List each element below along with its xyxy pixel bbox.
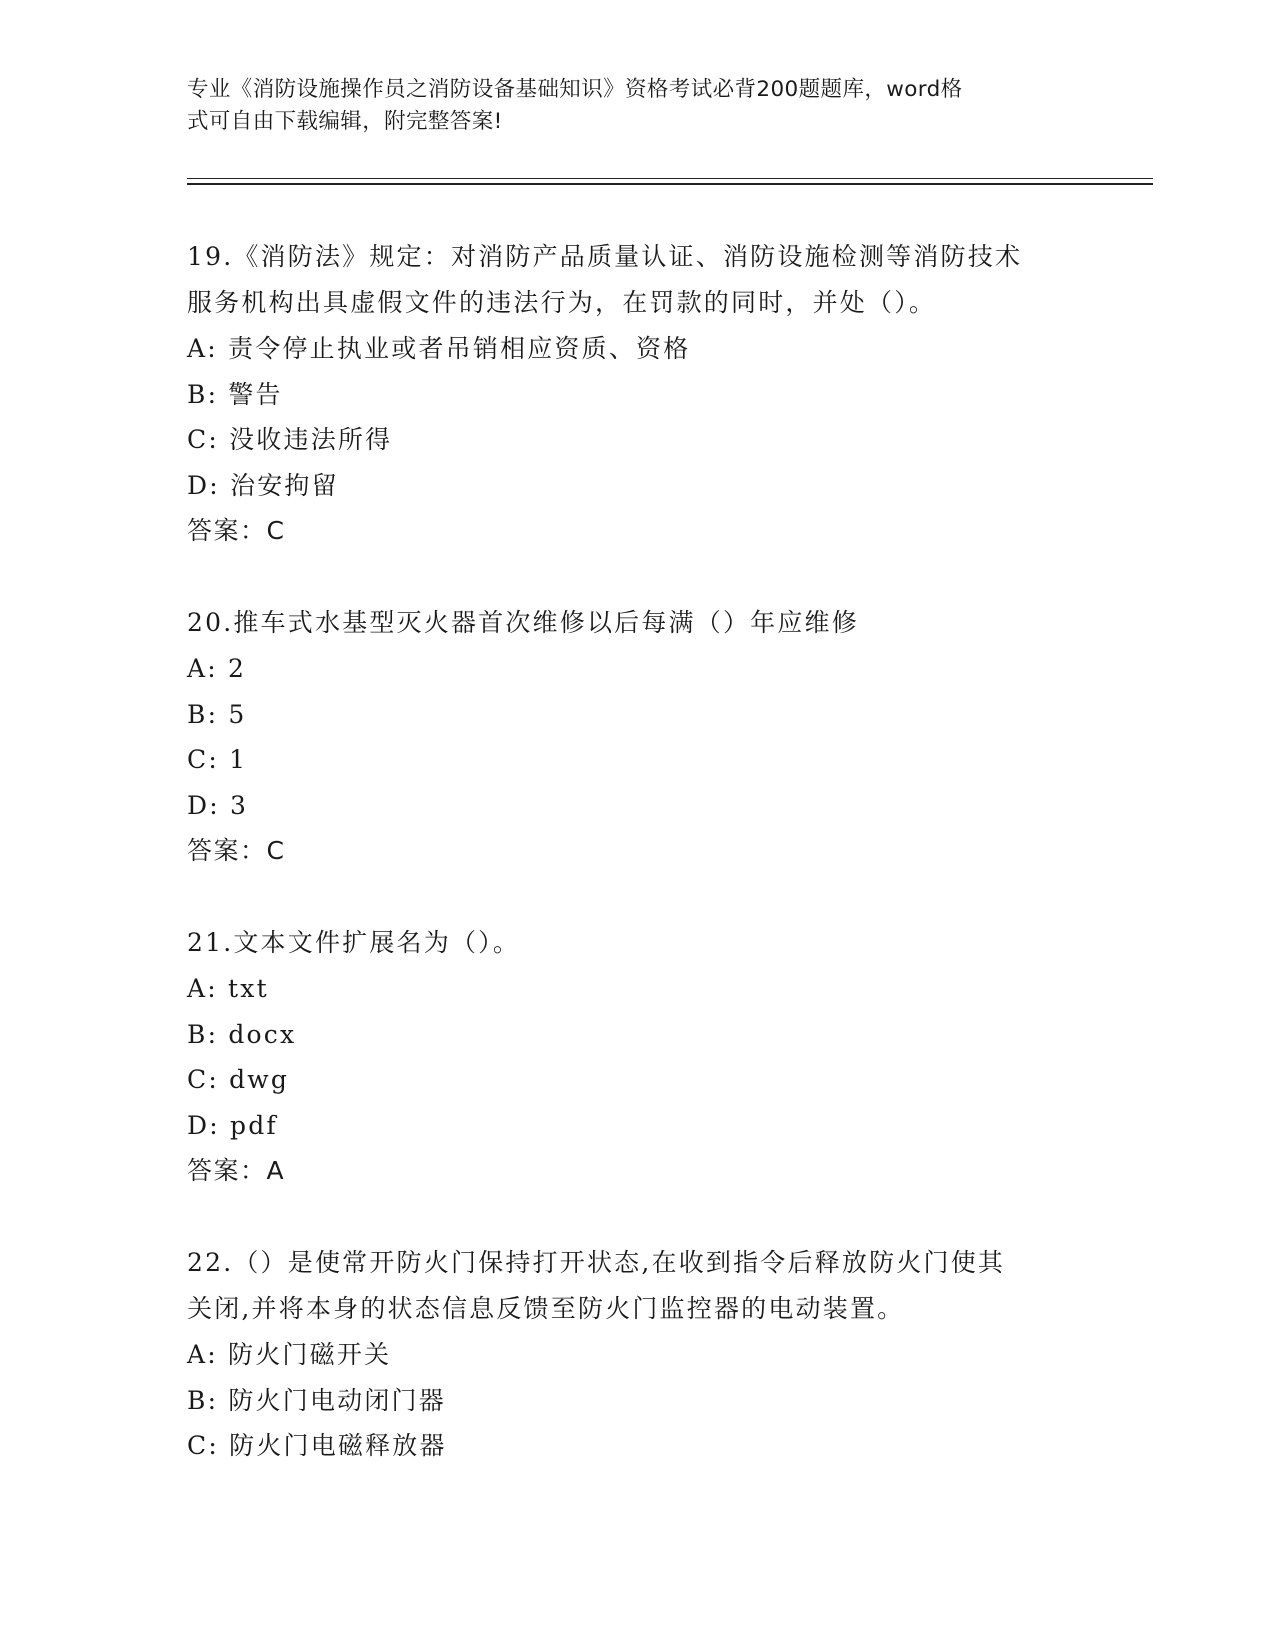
question-text-line: 关闭,并将本身的状态信息反馈至防火门监控器的电动装置。 xyxy=(187,1294,905,1323)
option-c: C: dwg xyxy=(187,1065,290,1094)
option-a: A: 2 xyxy=(187,654,247,683)
question-22 xyxy=(187,1240,1087,1469)
option-b: B: 警告 xyxy=(187,379,283,409)
question-text-line: 21.文本文件扩展名为（）。 xyxy=(187,928,521,957)
option-d: D: pdf xyxy=(187,1110,278,1140)
option-c: C: 防火门电磁释放器 xyxy=(187,1431,447,1460)
question-list xyxy=(187,234,1087,1515)
option-b: B: 防火门电动闭门器 xyxy=(187,1385,446,1415)
question-text-line: 服务机构出具虚假文件的违法行为，在罚款的同时，并处（）。 xyxy=(187,288,937,317)
option-c: C: 没收违法所得 xyxy=(187,425,393,454)
option-d: D: 3 xyxy=(187,790,249,820)
option-c: C: 1 xyxy=(187,745,248,774)
header-line-2: 式可自由下载编辑，附完整答案! xyxy=(187,109,503,134)
header-divider-bottom xyxy=(187,183,1153,185)
option-a: A: 责令停止执业或者吊销相应资质、资格 xyxy=(187,334,691,363)
answer-label: 答案：C xyxy=(187,516,286,545)
option-d: D: 治安拘留 xyxy=(187,470,339,500)
option-b: B: docx xyxy=(187,1019,297,1049)
document-header xyxy=(187,74,1067,138)
question-19 xyxy=(187,234,1087,554)
option-b: B: 5 xyxy=(187,699,247,729)
question-20 xyxy=(187,600,1087,874)
answer-label: 答案：C xyxy=(187,836,286,865)
option-a: A: 防火门磁开关 xyxy=(187,1340,392,1369)
question-text-line: 19.《消防法》规定：对消防产品质量认证、消防设施检测等消防技术 xyxy=(187,242,1023,271)
header-line-1: 专业《消防设施操作员之消防设备基础知识》资格考试必背200题题库，word格 xyxy=(187,77,963,102)
header-divider-top xyxy=(187,178,1153,179)
answer-label: 答案：A xyxy=(187,1156,286,1185)
question-21 xyxy=(187,920,1087,1194)
question-text-line: 20.推车式水基型灭火器首次维修以后每满（）年应维修 xyxy=(187,608,859,637)
option-a: A: txt xyxy=(187,974,269,1003)
question-text-line: 22.（）是使常开防火门保持打开状态,在收到指令后释放防火门使其 xyxy=(187,1248,1006,1277)
